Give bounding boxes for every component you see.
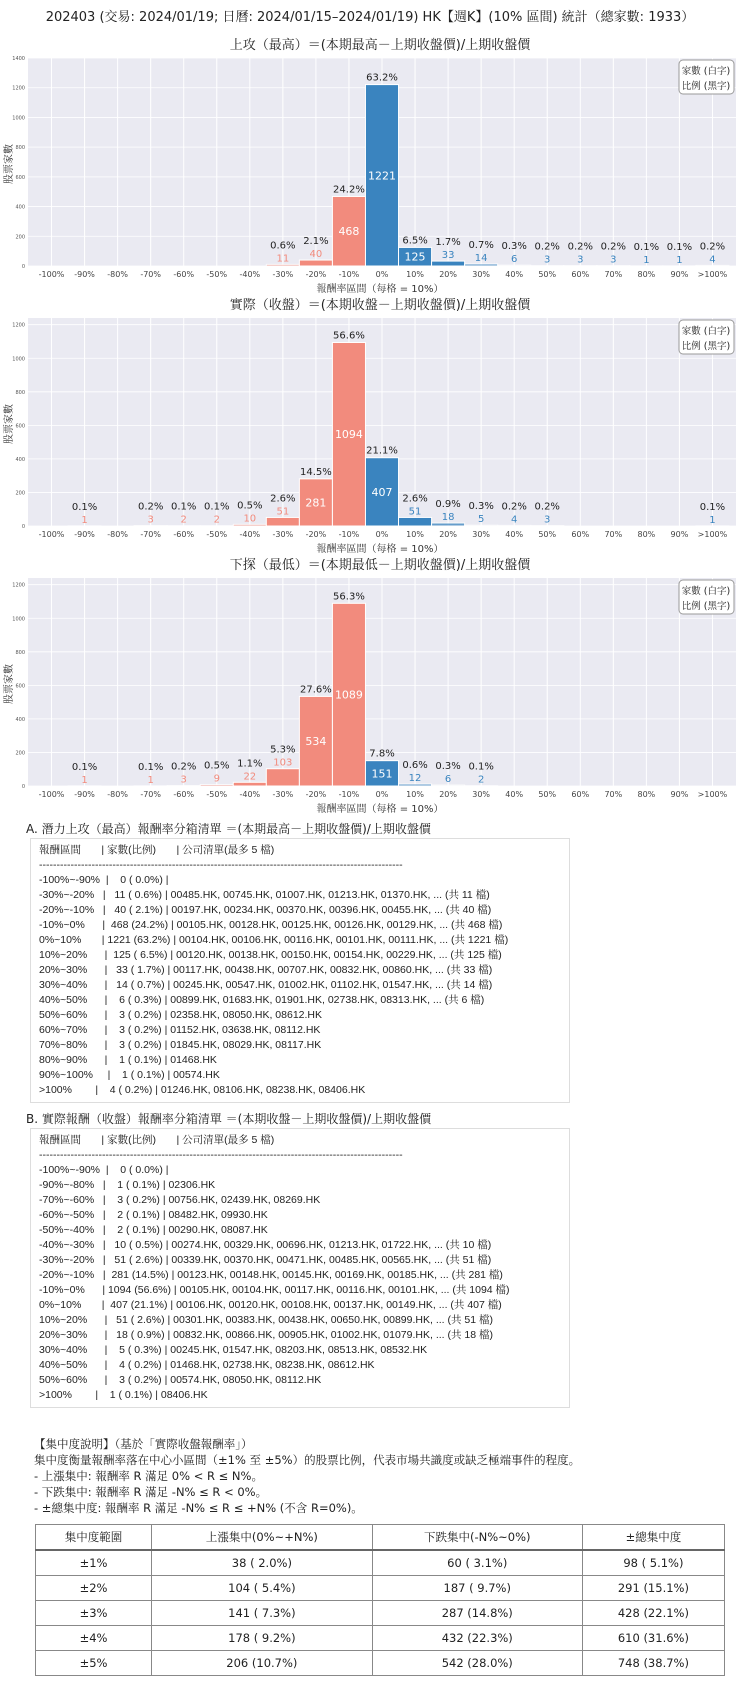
chart-title: 下探（最低）＝(本期最低－上期收盤價)/上期收盤價	[229, 558, 531, 573]
bar-percent-label: 0.3%	[501, 241, 527, 253]
x-tick-label: 70%	[604, 530, 623, 539]
table-cell: 98 ( 5.1%)	[582, 1550, 724, 1576]
y-tick-label: 200	[15, 234, 25, 241]
chart-title: 實際（收盤）＝(本期收盤－上期收盤價)/上期收盤價	[229, 298, 531, 313]
report-title: 202403 (交易: 2024/01/19; 日曆: 2024/01/15–2024/01/19) HK【週K】(10% 區間) 統計（總家數: 1933）	[45, 10, 695, 25]
bar-count-label: 1	[676, 254, 683, 266]
list-row: 40%~50% | 4 ( 0.2%) | 01468.HK, 02738.HK, 08238.HK, 08612.HK	[39, 1359, 375, 1371]
bar-count-label: 1	[147, 774, 154, 786]
y-tick-label: 400	[15, 716, 25, 723]
list-row: -30%~-20% | 11 ( 0.6%) | 00485.HK, 00745.HK, 01007.HK, 01213.HK, 01370.HK, ... (共 11 檔)	[39, 889, 490, 901]
chart-high	[0, 34, 740, 296]
x-tick-label: -80%	[107, 530, 128, 539]
list-row: 60%~70% | 3 ( 0.2%) | 01152.HK, 03638.HK, 08112.HK	[39, 1024, 321, 1036]
x-tick-label: -60%	[173, 790, 195, 799]
x-tick-label: -100%	[38, 270, 65, 279]
bar-percent-label: 0.1%	[171, 501, 197, 513]
list-row: 80%~90% | 1 ( 0.1%) | 01468.HK	[39, 1054, 217, 1066]
table-cell: 141 ( 7.3%)	[152, 1601, 373, 1626]
bar-count-label: 125	[404, 250, 426, 264]
y-tick-label: 1000	[12, 616, 25, 623]
bar	[432, 523, 465, 526]
x-tick-label: -20%	[305, 270, 327, 279]
bar-count-label: 1	[81, 514, 88, 526]
table-cell: 428 (22.1%)	[582, 1601, 724, 1626]
bar-percent-label: 6.5%	[402, 235, 428, 247]
x-tick-label: 50%	[538, 790, 557, 799]
x-tick-label: -70%	[140, 530, 162, 539]
x-tick-label: -90%	[74, 530, 95, 539]
concentration-bullet: - ±總集中度: 報酬率 R 滿足 -N% ≤ R ≤ +N% (不含 R=0%)。	[34, 1501, 363, 1515]
bar-count-label: 1089	[334, 688, 363, 702]
x-tick-label: 0%	[375, 270, 389, 279]
list-row: >100% | 4 ( 0.2%) | 01246.HK, 08106.HK, 08238.HK, 08406.HK	[39, 1084, 366, 1096]
bar-count-label: 4	[511, 514, 518, 526]
list-row: -90%~-80% | 1 ( 0.1%) | 02306.HK	[39, 1179, 216, 1191]
x-tick-label: 50%	[538, 530, 557, 539]
y-tick-label: 600	[15, 174, 25, 181]
x-tick-label: -90%	[74, 790, 95, 799]
bar	[134, 525, 167, 526]
x-tick-label: 60%	[571, 790, 590, 799]
bar-count-label: 3	[180, 774, 187, 786]
bar-percent-label: 0.2%	[501, 501, 527, 513]
x-tick-label: -40%	[239, 270, 261, 279]
bar-percent-label: 0.1%	[666, 241, 693, 253]
bar-count-label: 3	[610, 254, 617, 266]
bar-percent-label: 0.1%	[137, 761, 164, 773]
section-b-title: B. 實際報酬（收盤）報酬率分箱清單 ＝(本期收盤－上期收盤價)/上期收盤價	[26, 1112, 432, 1126]
x-tick-label: -70%	[140, 270, 162, 279]
bar-count-label: 3	[577, 254, 584, 266]
bar-percent-label: 0.2%	[534, 241, 560, 253]
table-cell: 178 ( 9.2%)	[152, 1626, 373, 1651]
bar-percent-label: 14.5%	[300, 466, 332, 478]
bar-percent-label: 0.5%	[204, 760, 230, 772]
table-cell: 60 ( 3.1%)	[372, 1550, 582, 1576]
x-tick-label: 10%	[406, 270, 424, 279]
table-cell: 432 (22.3%)	[372, 1626, 582, 1651]
bar-count-label: 10	[243, 513, 257, 525]
x-tick-label: 0%	[375, 530, 389, 539]
x-tick-label: -60%	[173, 270, 195, 279]
table-cell: 542 (28.0%)	[372, 1651, 582, 1676]
bar-percent-label: 24.2%	[333, 184, 365, 196]
bar-percent-label: 0.2%	[600, 241, 627, 253]
bar-percent-label: 21.1%	[366, 445, 398, 457]
legend-percent: 比例 (黑字)	[681, 341, 731, 352]
legend-percent: 比例 (黑字)	[681, 81, 731, 92]
list-row: 90%~100% | 1 ( 0.1%) | 00574.HK	[39, 1069, 220, 1081]
bar-percent-label: 0.6%	[270, 240, 296, 252]
y-tick-label: 800	[15, 649, 25, 656]
bar	[498, 525, 531, 526]
legend-count: 家數 (白字)	[681, 326, 731, 337]
bar-count-label: 1	[709, 514, 716, 526]
bar-percent-label: 7.8%	[369, 748, 395, 760]
list-row: 70%~80% | 3 ( 0.2%) | 01845.HK, 08029.HK, 08117.HK	[39, 1039, 322, 1051]
bar-count-label: 2	[180, 514, 187, 526]
concentration-bullet: - 下跌集中: 報酬率 R 滿足 -N% ≤ R < 0%。	[34, 1485, 268, 1499]
x-tick-label: 30%	[472, 790, 491, 799]
section-b-list	[30, 1128, 570, 1408]
x-tick-label: -100%	[38, 530, 65, 539]
bar-percent-label: 0.1%	[633, 241, 660, 253]
x-tick-label: -10%	[338, 270, 360, 279]
bar-percent-label: 56.3%	[333, 591, 365, 603]
y-tick-label: 200	[15, 750, 25, 757]
x-tick-label: -20%	[305, 790, 327, 799]
y-tick-label: 600	[15, 423, 25, 430]
x-tick-label: 90%	[670, 530, 689, 539]
y-tick-label: 0	[21, 264, 25, 270]
bar-count-label: 1221	[368, 169, 396, 183]
list-row: 20%~30% | 18 ( 0.9%) | 00832.HK, 00866.HK, 00905.HK, 01002.HK, 01079.HK, ... (共 18 檔)	[39, 1329, 494, 1341]
x-tick-label: 90%	[670, 790, 689, 799]
bar-count-label: 281	[305, 496, 327, 510]
bar-percent-label: 0.9%	[435, 498, 461, 510]
y-tick-label: 1200	[12, 85, 25, 92]
x-axis-label: 報酬率區間（每格 = 10%）	[316, 804, 444, 815]
table-cell: ±4%	[36, 1626, 152, 1651]
list-divider: --------------------------------------------------------------------------------------------------------	[39, 1149, 403, 1161]
x-tick-label: -30%	[272, 270, 294, 279]
table-cell: 748 (38.7%)	[582, 1651, 724, 1676]
x-tick-label: 40%	[505, 270, 524, 279]
list-divider: --------------------------------------------------------------------------------------------------------	[39, 859, 403, 871]
list-row: 0%~10% | 1221 (63.2%) | 00104.HK, 00106.HK, 00116.HK, 00101.HK, 00111.HK, ... (共 1221 檔)	[39, 934, 509, 946]
col-header: 下跌集中(-N%~0%)	[372, 1525, 582, 1551]
table-cell: 187 ( 9.7%)	[372, 1576, 582, 1601]
col-header: ±總集中度	[582, 1525, 724, 1551]
bar	[266, 517, 299, 526]
bar-count-label: 2	[477, 774, 485, 786]
bar-count-label: 40	[309, 249, 323, 261]
x-tick-label: 80%	[637, 790, 656, 799]
y-tick-label: 400	[15, 456, 25, 463]
list-row: -100%~-90% | 0 ( 0.0%) |	[39, 1164, 169, 1176]
list-row: 30%~40% | 5 ( 0.3%) | 00245.HK, 01547.HK, 08203.HK, 08513.HK, 08532.HK	[39, 1344, 428, 1356]
bar	[266, 264, 299, 266]
bar-percent-label: 0.3%	[468, 501, 494, 513]
x-tick-label: -100%	[38, 790, 65, 799]
bar	[399, 784, 432, 786]
bar-percent-label: 27.6%	[300, 684, 332, 696]
bar-percent-label: 5.3%	[270, 744, 296, 756]
x-tick-label: >100%	[697, 270, 728, 279]
concentration-notes	[34, 1436, 580, 1516]
bar	[399, 517, 432, 526]
x-tick-label: 40%	[505, 530, 524, 539]
bar-count-label: 6	[511, 254, 518, 266]
bar-count-label: 33	[441, 250, 455, 262]
bar-count-label: 1	[643, 254, 650, 266]
y-tick-label: 0	[21, 784, 25, 790]
table-cell: ±3%	[36, 1601, 152, 1626]
concentration-bullet: - 上漲集中: 報酬率 R 滿足 0% < R ≤ N%。	[34, 1469, 263, 1483]
bar-count-label: 6	[444, 773, 452, 785]
bar-percent-label: 0.2%	[137, 501, 164, 513]
bar	[299, 260, 332, 266]
x-tick-label: -50%	[206, 530, 228, 539]
table-cell: 38 ( 2.0%)	[152, 1550, 373, 1576]
table-cell: 104 ( 5.4%)	[152, 1576, 373, 1601]
bar-count-label: 3	[544, 514, 551, 526]
table-cell: 206 (10.7%)	[152, 1651, 373, 1676]
x-tick-label: 20%	[439, 790, 457, 799]
y-tick-label: 1200	[12, 322, 25, 329]
bar-percent-label: 1.7%	[435, 237, 461, 249]
bar-count-label: 51	[276, 506, 290, 518]
x-tick-label: -40%	[239, 530, 261, 539]
table-row	[36, 1601, 725, 1626]
x-tick-label: 40%	[505, 790, 524, 799]
x-tick-label: -50%	[206, 270, 228, 279]
bar-percent-label: 56.6%	[333, 330, 365, 342]
chart-close	[0, 294, 740, 556]
table-row	[36, 1550, 725, 1576]
x-tick-label: -30%	[272, 790, 294, 799]
col-header: 上漲集中(0%~+N%)	[152, 1525, 373, 1551]
bar-count-label: 2	[213, 514, 220, 526]
table-cell: ±2%	[36, 1576, 152, 1601]
bar-count-label: 51	[408, 506, 422, 518]
bar-count-label: 4	[709, 254, 716, 266]
x-tick-label: -80%	[107, 790, 128, 799]
bar-count-label: 103	[273, 757, 293, 769]
bar-count-label: 3	[544, 254, 551, 266]
y-tick-label: 1200	[12, 582, 25, 589]
list-row: 50%~60% | 3 ( 0.2%) | 00574.HK, 08050.HK, 08112.HK	[39, 1374, 322, 1386]
bar	[432, 261, 465, 266]
bar-percent-label: 1.1%	[237, 758, 263, 770]
legend-count: 家數 (白字)	[681, 586, 731, 597]
table-cell: 610 (31.6%)	[582, 1626, 724, 1651]
list-row: -100%~-90% | 0 ( 0.0%) |	[39, 874, 169, 886]
x-tick-label: 30%	[472, 270, 491, 279]
chart-low	[0, 554, 740, 816]
bar	[465, 264, 498, 266]
x-tick-label: 0%	[375, 790, 389, 799]
bar	[498, 265, 531, 266]
bar-count-label: 1	[81, 774, 88, 786]
table-cell: ±5%	[36, 1651, 152, 1676]
bar-count-label: 22	[243, 771, 257, 783]
x-tick-label: 30%	[472, 530, 491, 539]
bar-count-label: 12	[408, 772, 422, 784]
table-cell: 291 (15.1%)	[582, 1576, 724, 1601]
bar-percent-label: 0.5%	[237, 500, 263, 512]
y-axis-label: 股票家數	[4, 144, 15, 184]
x-tick-label: 70%	[604, 790, 623, 799]
x-tick-label: 70%	[604, 270, 623, 279]
y-tick-label: 800	[15, 145, 25, 152]
y-axis-label: 股票家數	[4, 664, 15, 704]
x-tick-label: -40%	[239, 790, 261, 799]
y-tick-label: 1000	[12, 115, 25, 122]
x-tick-label: 60%	[571, 270, 590, 279]
legend-percent: 比例 (黑字)	[681, 601, 731, 612]
list-row: 50%~60% | 3 ( 0.2%) | 02358.HK, 08050.HK, 08612.HK	[39, 1009, 322, 1021]
bar	[233, 524, 266, 526]
bar-percent-label: 0.2%	[534, 501, 560, 513]
list-row: -50%~-40% | 2 ( 0.1%) | 00290.HK, 08087.HK	[39, 1224, 268, 1236]
bar	[266, 769, 299, 786]
y-tick-label: 600	[15, 683, 25, 690]
bar-count-label: 18	[441, 511, 455, 523]
table-row	[36, 1626, 725, 1651]
bar-count-label: 5	[477, 514, 485, 526]
x-tick-label: >100%	[697, 790, 728, 799]
x-tick-label: 60%	[571, 530, 590, 539]
x-tick-label: -10%	[338, 530, 360, 539]
y-tick-label: 200	[15, 490, 25, 497]
section-a-list	[30, 838, 570, 1103]
col-header: 集中度範圍	[36, 1525, 152, 1551]
list-row: -20%~-10% | 40 ( 2.1%) | 00197.HK, 00234.HK, 00370.HK, 00396.HK, 00455.HK, ... (共 40 檔)	[39, 904, 492, 916]
list-row: -10%~0% | 1094 (56.6%) | 00105.HK, 00104.HK, 00117.HK, 00116.HK, 00101.HK, ... (共 1094 檔)	[39, 1284, 510, 1296]
x-tick-label: >100%	[697, 530, 728, 539]
bar-percent-label: 0.1%	[71, 761, 98, 773]
bar	[432, 785, 465, 786]
bar-count-label: 151	[371, 767, 393, 781]
x-tick-label: -80%	[107, 270, 128, 279]
x-tick-label: -70%	[140, 790, 162, 799]
list-header: 報酬區間 | 家數(比例) | 公司清單(最多 5 檔)	[39, 1134, 275, 1146]
bar	[696, 265, 729, 266]
list-row: 40%~50% | 6 ( 0.3%) | 00899.HK, 01683.HK, 01901.HK, 02738.HK, 08313.HK, ... (共 6 檔)	[39, 994, 485, 1006]
list-row: -60%~-50% | 2 ( 0.1%) | 08482.HK, 09930.HK	[39, 1209, 268, 1221]
bar-count-label: 9	[213, 773, 220, 785]
y-tick-label: 1400	[12, 56, 25, 62]
bar-percent-label: 0.2%	[171, 761, 197, 773]
bar-percent-label: 2.6%	[270, 493, 296, 505]
bar-percent-label: 0.1%	[468, 761, 494, 773]
bar-percent-label: 2.1%	[303, 236, 329, 248]
x-tick-label: 80%	[637, 530, 656, 539]
x-tick-label: -50%	[206, 790, 228, 799]
table-cell: ±1%	[36, 1550, 152, 1576]
x-tick-label: -20%	[305, 530, 327, 539]
list-row: 0%~10% | 407 (21.1%) | 00106.HK, 00120.HK, 00108.HK, 00137.HK, 00149.HK, ... (共 407 檔)	[39, 1299, 502, 1311]
chart-title: 上攻（最高）＝(本期最高－上期收盤價)/上期收盤價	[229, 38, 531, 53]
x-tick-label: 20%	[439, 270, 457, 279]
bar-percent-label: 2.6%	[402, 493, 428, 505]
bar-percent-label: 0.7%	[468, 239, 494, 251]
bar-percent-label: 0.2%	[699, 241, 726, 253]
x-tick-label: 10%	[406, 790, 424, 799]
bar-count-label: 534	[305, 735, 327, 749]
concentration-desc: 集中度衡量報酬率落在中心小區間（±1% 至 ±5%）的股票比例，代表市場共識度或缺乏極端事件的程度。	[34, 1453, 581, 1467]
list-row: -20%~-10% | 281 (14.5%) | 00123.HK, 00148.HK, 00145.HK, 00169.HK, 00185.HK, ... (共 281 檔)	[39, 1269, 503, 1281]
bar-percent-label: 63.2%	[366, 72, 398, 84]
bar-percent-label: 0.1%	[71, 501, 98, 513]
bar	[531, 525, 564, 526]
list-row: 10%~20% | 125 ( 6.5%) | 00120.HK, 00138.HK, 00150.HK, 00154.HK, 00229.HK, ... (共 125 檔)	[39, 949, 502, 961]
section-a-title: A. 潛力上攻（最高）報酬率分箱清單 ＝(本期最高－上期收盤價)/上期收盤價	[26, 822, 431, 836]
x-tick-label: 80%	[637, 270, 656, 279]
x-tick-label: -90%	[74, 270, 95, 279]
x-tick-label: 90%	[670, 270, 689, 279]
table-cell: 287 (14.8%)	[372, 1601, 582, 1626]
list-row: 10%~20% | 51 ( 2.6%) | 00301.HK, 00383.HK, 00438.HK, 00650.HK, 00899.HK, ... (共 51 檔)	[39, 1314, 494, 1326]
concentration-heading: 【集中度說明】（基於「實際收盤報酬率」）	[34, 1437, 253, 1451]
table-row	[36, 1576, 725, 1601]
bar-count-label: 468	[338, 225, 360, 239]
x-tick-label: -30%	[272, 530, 294, 539]
bar-percent-label: 0.3%	[435, 760, 461, 772]
x-tick-label: -60%	[173, 530, 195, 539]
concentration-table	[35, 1524, 725, 1676]
table-row	[36, 1651, 725, 1676]
list-row: -30%~-20% | 51 ( 2.6%) | 00339.HK, 00370.HK, 00471.HK, 00485.HK, 00565.HK, ... (共 51 檔)	[39, 1254, 492, 1266]
x-axis-label: 報酬率區間（每格 = 10%）	[316, 284, 444, 295]
bar	[233, 782, 266, 786]
y-tick-label: 1000	[12, 356, 25, 363]
x-axis-label: 報酬率區間（每格 = 10%）	[316, 544, 444, 555]
legend-count: 家數 (白字)	[681, 66, 731, 77]
bar-count-label: 1094	[334, 428, 363, 442]
bar-count-label: 3	[147, 514, 154, 526]
y-tick-label: 800	[15, 389, 25, 396]
x-tick-label: 50%	[538, 270, 557, 279]
y-tick-label: 0	[21, 524, 25, 530]
list-row: 30%~40% | 14 ( 0.7%) | 00245.HK, 00547.HK, 01002.HK, 01102.HK, 01547.HK, ... (共 14 檔)	[39, 979, 493, 991]
list-row: >100% | 1 ( 0.1%) | 08406.HK	[39, 1389, 208, 1401]
x-tick-label: 10%	[406, 530, 424, 539]
y-tick-label: 400	[15, 204, 25, 211]
bar	[167, 785, 200, 786]
x-tick-label: -10%	[338, 790, 360, 799]
bar-percent-label: 0.2%	[567, 241, 593, 253]
list-row: 20%~30% | 33 ( 1.7%) | 00117.HK, 00438.HK, 00707.HK, 00832.HK, 00860.HK, ... (共 33 檔)	[39, 964, 493, 976]
bar	[465, 525, 498, 526]
x-tick-label: 20%	[439, 530, 457, 539]
bar-count-label: 407	[371, 485, 393, 499]
list-row: -70%~-60% | 3 ( 0.2%) | 00756.HK, 02439.HK, 08269.HK	[39, 1194, 321, 1206]
bar-count-label: 11	[276, 253, 290, 265]
list-row: -40%~-30% | 10 ( 0.5%) | 00274.HK, 00329.HK, 00696.HK, 01213.HK, 01722.HK, ... (共 10 檔)	[39, 1239, 492, 1251]
y-axis-label: 股票家數	[4, 404, 15, 444]
bar-percent-label: 0.6%	[402, 759, 428, 771]
bar-percent-label: 0.1%	[699, 501, 726, 513]
bar-percent-label: 0.1%	[204, 501, 230, 513]
list-row: -10%~0% | 468 (24.2%) | 00105.HK, 00128.HK, 00125.HK, 00126.HK, 00129.HK, ... (共 468 檔)	[39, 919, 503, 931]
bar	[200, 784, 233, 786]
list-header: 報酬區間 | 家數(比例) | 公司清單(最多 5 檔)	[39, 844, 275, 856]
bar-count-label: 14	[474, 252, 488, 264]
